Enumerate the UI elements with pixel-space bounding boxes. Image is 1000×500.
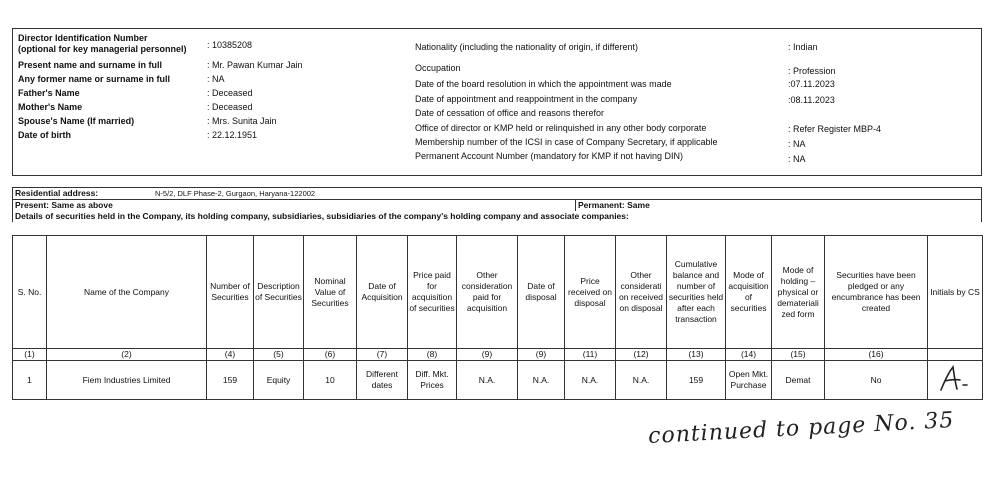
table-cell: No bbox=[825, 361, 928, 400]
present-address: Present: Same as above bbox=[15, 200, 113, 210]
table-header: Mode of acquisition of securities bbox=[726, 236, 772, 349]
former-name-label: Any former name or surname in full bbox=[18, 74, 171, 84]
table-cell: Different dates bbox=[357, 361, 408, 400]
residential-address-label: Residential address: bbox=[15, 188, 99, 198]
icsi-value: : NA bbox=[788, 139, 806, 149]
table-cell: 159 bbox=[667, 361, 726, 400]
former-name-value: : NA bbox=[207, 74, 225, 84]
din-sub-label: (optional for key managerial personnel) bbox=[18, 44, 187, 54]
table-header: Cumulative balance and number of securities held after each transaction bbox=[667, 236, 726, 349]
address-section bbox=[12, 187, 982, 222]
table-cell: Fiem Industries Limited bbox=[47, 361, 207, 400]
cs-initials-signature bbox=[935, 364, 975, 394]
cessation-label: Date of cessation of office and reasons therefor bbox=[415, 108, 604, 118]
table-header: Mode of holding – physical or demateriali zed form bbox=[772, 236, 825, 349]
residential-address-row bbox=[12, 187, 982, 199]
column-number: (8) bbox=[408, 349, 457, 361]
column-number: (13) bbox=[667, 349, 726, 361]
table-header-row bbox=[13, 236, 983, 349]
table-header: Name of the Company bbox=[47, 236, 207, 349]
table-header: Other consideration paid for acquisition bbox=[457, 236, 518, 349]
table-cell: 1 bbox=[13, 361, 47, 400]
table-header: Securities have been pledged or any encumbrance has been created bbox=[825, 236, 928, 349]
table-cell: N.A. bbox=[616, 361, 667, 400]
column-number bbox=[928, 349, 983, 361]
table-cell: N.A. bbox=[518, 361, 565, 400]
table-cell: Diff. Mkt. Prices bbox=[408, 361, 457, 400]
table-row bbox=[13, 361, 983, 400]
pan-label: Permanent Account Number (mandatory for KMP if not having DIN) bbox=[415, 151, 683, 161]
table-header: Description of Securities bbox=[254, 236, 304, 349]
column-number: (14) bbox=[726, 349, 772, 361]
handwritten-continuation-note: continued to page No. 35 bbox=[647, 407, 955, 450]
board-resolution-value: :07.11.2023 bbox=[788, 79, 835, 89]
table-header: Number of Securities bbox=[207, 236, 254, 349]
appointment-label: Date of appointment and reappointment in the company bbox=[415, 94, 638, 104]
icsi-label: Membership number of the ICSI in case of Company Secretary, if applicable bbox=[415, 137, 718, 147]
father-label: Father's Name bbox=[18, 88, 80, 98]
office-label: Office of director or KMP held or relinquished in any other body corporate bbox=[415, 123, 707, 133]
initials-cell bbox=[928, 361, 983, 400]
column-number: (4) bbox=[207, 349, 254, 361]
nationality-value: : Indian bbox=[788, 42, 818, 52]
name-value: : Mr. Pawan Kumar Jain bbox=[207, 60, 303, 70]
table-cell: Open Mkt. Purchase bbox=[726, 361, 772, 400]
table-cell: Equity bbox=[254, 361, 304, 400]
column-number: (12) bbox=[616, 349, 667, 361]
din-label: Director Identification Number bbox=[18, 33, 148, 43]
table-cell: N.A. bbox=[457, 361, 518, 400]
board-resolution-label: Date of the board resolution in which the appointment was made bbox=[415, 79, 672, 89]
table-header: Initials by CS bbox=[928, 236, 983, 349]
column-number: (7) bbox=[357, 349, 408, 361]
column-number-row bbox=[13, 349, 983, 361]
name-label: Present name and surname in full bbox=[18, 60, 163, 70]
table-cell: Demat bbox=[772, 361, 825, 400]
occupation-label: Occupation bbox=[415, 63, 461, 73]
residential-address-value: N-5/2, DLF Phase-2, Gurgaon, Haryana-122002 bbox=[155, 189, 316, 198]
column-number: (1) bbox=[13, 349, 47, 361]
column-number: (9) bbox=[457, 349, 518, 361]
present-permanent-row bbox=[12, 199, 982, 211]
column-number: (11) bbox=[565, 349, 616, 361]
table-header: Date of disposal bbox=[518, 236, 565, 349]
table-header: Other considerati on received on disposal bbox=[616, 236, 667, 349]
column-number: (2) bbox=[47, 349, 207, 361]
spouse-label: Spouse's Name (If married) bbox=[18, 116, 135, 126]
mother-value: : Deceased bbox=[207, 102, 253, 112]
securities-details-heading: Details of securities held in the Company, its holding company, subsidiaries, subsidiaries of the company's holding company and associate companies: bbox=[12, 211, 982, 222]
nationality-label: Nationality (including the nationality of origin, if different) bbox=[415, 42, 638, 52]
occupation-value: : Profession bbox=[788, 66, 836, 76]
table-header: Price paid for acquisition of securities bbox=[408, 236, 457, 349]
table-cell: 10 bbox=[304, 361, 357, 400]
table-header: Date of Acquisition bbox=[357, 236, 408, 349]
column-number: (5) bbox=[254, 349, 304, 361]
din-value: : 10385208 bbox=[207, 40, 253, 50]
column-number: (15) bbox=[772, 349, 825, 361]
appointment-value: :08.11.2023 bbox=[788, 95, 835, 105]
column-number: (16) bbox=[825, 349, 928, 361]
table-cell: 159 bbox=[207, 361, 254, 400]
pan-value: : NA bbox=[788, 154, 806, 164]
mother-label: Mother's Name bbox=[18, 102, 83, 112]
table-cell: N.A. bbox=[565, 361, 616, 400]
dob-label: Date of birth bbox=[18, 130, 71, 140]
column-number: (9) bbox=[518, 349, 565, 361]
father-value: : Deceased bbox=[207, 88, 253, 98]
table-header: Price received on disposal bbox=[565, 236, 616, 349]
office-value: : Refer Register MBP-4 bbox=[788, 124, 882, 134]
permanent-address: Permanent: Same bbox=[575, 200, 650, 211]
column-number: (6) bbox=[304, 349, 357, 361]
spouse-value: : Mrs. Sunita Jain bbox=[207, 116, 277, 126]
table-header: S. No. bbox=[13, 236, 47, 349]
table-header: Nominal Value of Securities bbox=[304, 236, 357, 349]
dob-value: : 22.12.1951 bbox=[207, 130, 258, 140]
securities-table bbox=[12, 235, 983, 400]
